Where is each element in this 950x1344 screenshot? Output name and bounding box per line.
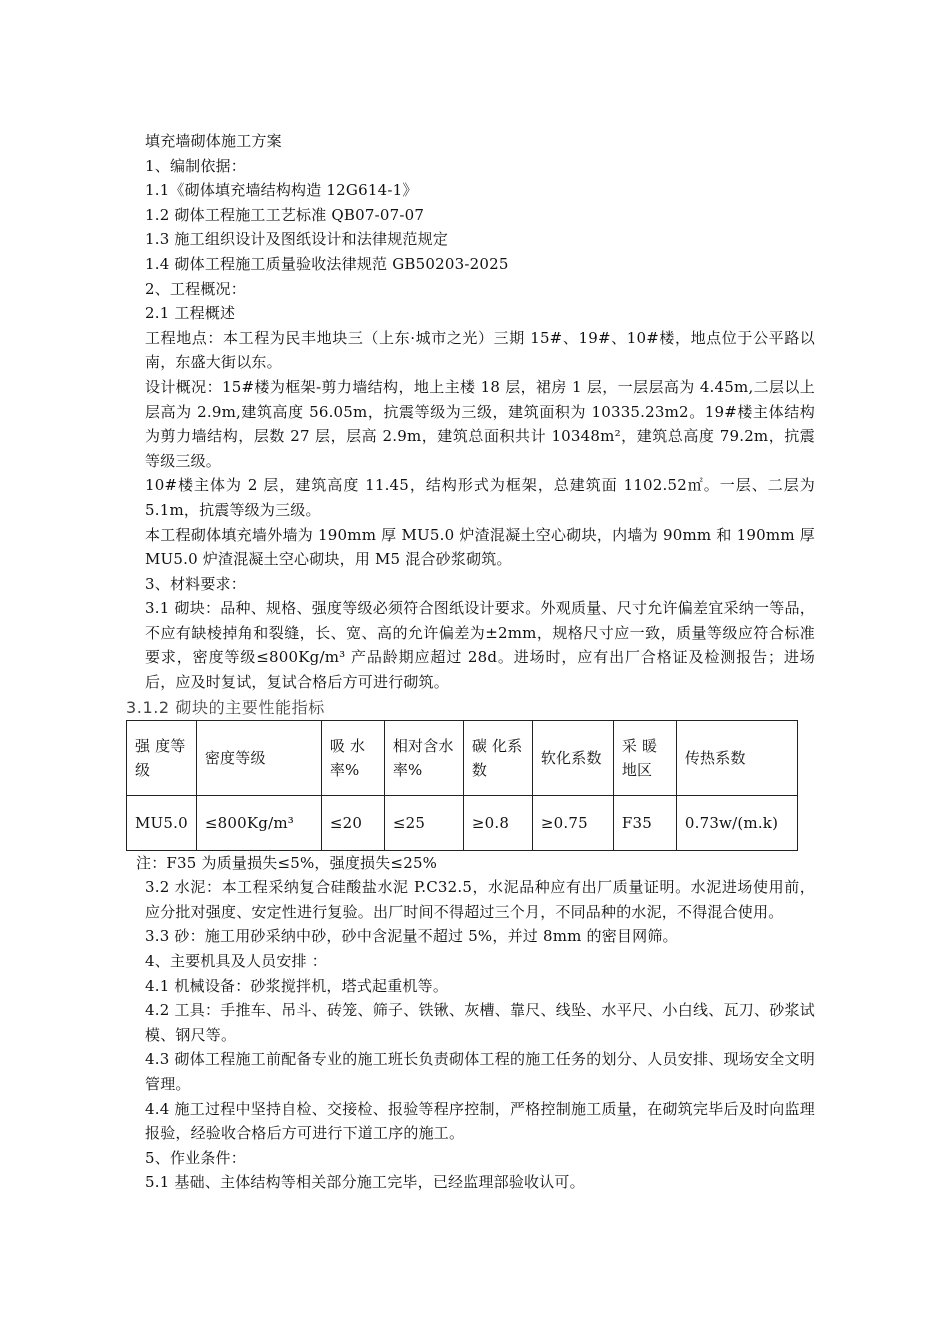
paragraph: 1.2 砌体工程施工工艺标准 QB07-07-07: [145, 205, 425, 224]
table-cell: ≤25: [384, 795, 463, 850]
table-cell: 0.73w/(m.k): [676, 795, 797, 850]
table-header-cell: 吸 水率%: [321, 720, 384, 795]
table-header-cell: 强 度等级: [127, 720, 197, 795]
paragraph: 4.1 机械设备：砂浆搅拌机，塔式起重机等。: [145, 976, 449, 995]
paragraph: 本工程砌体填充墙外墙为 190mm 厚 MU5.0 炉渣混凝土空心砌块，内墙为 90mm 和 190mm 厚 MU5.0 炉渣混凝土空心砌块，用 M5 混合砂浆砌筑。: [145, 525, 815, 569]
table-header-cell: 软化系数: [532, 720, 613, 795]
table-note: 注：F35 为质量损失≤5%，强度损失≤25%: [136, 853, 438, 872]
paragraph: 10#楼主体为 2 层，建筑高度 11.45，结构形式为框架，总建筑面 1102.52㎡。一层、二层为 5.1m，抗震等级为三级。: [145, 476, 815, 519]
table-cell: ≥0.75: [532, 795, 613, 850]
paragraph: 3、材料要求：: [145, 574, 246, 593]
document-body: [126, 129, 815, 1195]
paragraph: 1.3 施工组织设计及图纸设计和法律规范规定: [145, 230, 449, 249]
table-header-cell: 碳 化系数: [463, 720, 532, 795]
table-cell: ≥0.8: [463, 795, 532, 850]
table-row: [127, 795, 798, 850]
document-title: 填充墙砌体施工方案: [145, 132, 282, 150]
paragraph: 2.1 工程概述: [145, 304, 236, 323]
paragraph: 1.1《砌体填充墙结构构造 12G614-1》: [145, 181, 418, 200]
table-header-cell: 密度等级: [196, 720, 321, 795]
paragraph: 4、主要机具及人员安排 ：: [145, 952, 327, 971]
paragraph: 3.1 砌块：品种、规格、强度等级必须符合图纸设计要求。外观质量、尺寸允许偏差宜采纳一等品，不应有缺棱掉角和裂缝，长、宽、高的允许偏差为±2mm，规格尺寸应一致，质量等级应符合标准要求，密度等级≤800Kg/m³ 产品龄期应超过 28d。进场时，应有出厂合格证及检测报告；进场后，应及时复试，复试合格后方可进行砌筑。: [145, 599, 815, 692]
paragraph: 工程地点：本工程为民丰地块三（上东·城市之光）三期 15#、19#、10#楼，地点位于公平路以南，东盛大街以东。: [145, 328, 815, 372]
paragraph: 5.1 基础、主体结构等相关部分施工完毕，已经监理部验收认可。: [145, 1173, 585, 1192]
table-header-cell: 采 暖地区: [613, 720, 676, 795]
paragraph: 设计概况：15#楼为框架-剪力墙结构，地上主楼 18 层，裙房 1 层，一层层高为 4.45m,二层以上层高为 2.9m,建筑高度 56.05m，抗震等级为三级，建筑面积为 10335.23m2。19#楼主体结构为剪力墙结构，层数 27 层，层高 2.9m，建筑总面积共计 10348m²，建筑总高度 79.2m，抗震等级三级。: [145, 377, 815, 470]
paragraph: 3.2 水泥：本工程采纳复合硅酸盐水泥 P.C32.5，水泥品种应有出厂质量证明。水泥进场使用前，应分批对强度、安定性进行复验。出厂时间不得超过三个月，不同品种的水泥，不得混合使用。: [145, 878, 815, 921]
table-cell: ≤800Kg/m³: [196, 795, 321, 850]
paragraph: 4.4 施工过程中坚持自检、交接检、报验等程序控制，严格控制施工质量，在砌筑完毕后及时向监理报验，经验收合格后方可进行下道工序的施工。: [145, 1099, 815, 1143]
table-cell: ≤20: [321, 795, 384, 850]
paragraph: 1、编制依据：: [145, 156, 246, 175]
performance-table: [126, 720, 798, 851]
table-cell: MU5.0: [127, 795, 197, 850]
paragraph: 1.4 砌体工程施工质量验收法律规范 GB50203-2025: [145, 254, 509, 273]
table-header-cell: 相对含水率%: [384, 720, 463, 795]
paragraph: 4.2 工具：手推车、吊斗、砖笼、筛子、铁锹、灰槽、靠尺、线坠、水平尺、小白线、瓦刀、砂浆试模、钢尺等。: [145, 1001, 815, 1044]
table-header-cell: 传热系数: [676, 720, 797, 795]
paragraph: 2、工程概况：: [145, 279, 246, 298]
table-caption: 3.1.2 砌块的主要性能指标: [126, 697, 325, 717]
paragraph: 5、作业条件：: [145, 1148, 246, 1167]
table-header-row: [127, 720, 798, 795]
paragraph: 3.3 砂：施工用砂采纳中砂，砂中含泥量不超过 5%，并过 8mm 的密目网筛。: [145, 927, 678, 946]
table-cell: F35: [613, 795, 676, 850]
paragraph: 4.3 砌体工程施工前配备专业的施工班长负责砌体工程的施工任务的划分、人员安排、现场安全文明管理。: [145, 1050, 815, 1093]
